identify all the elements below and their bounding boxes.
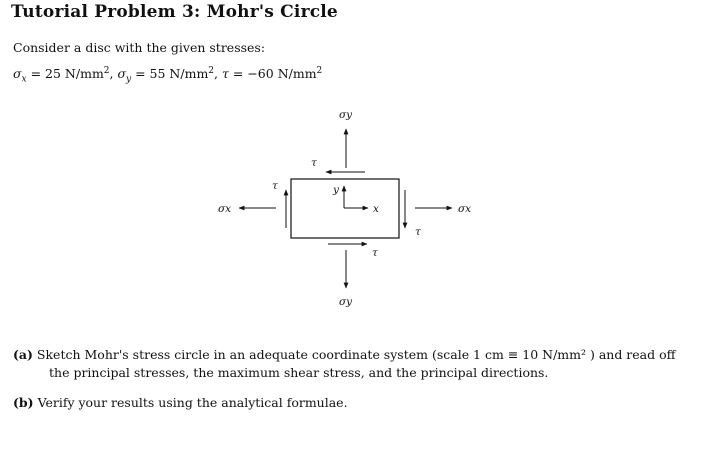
question-b-tag: (b) bbox=[13, 395, 34, 410]
intro-text: Consider a disc with the given stresses: bbox=[13, 40, 266, 55]
sigma-y-subscript: y bbox=[126, 74, 132, 85]
sigma-x-symbol: σ bbox=[13, 66, 22, 81]
given-stresses: $\sigma_x = 25$ $N/mm^2$, $\sigma_y = 55$ $N/mm^2$, τ = −60 $N/mm^2$ bbox=[13, 65, 323, 85]
sigma-x-left-label: σx bbox=[218, 203, 232, 215]
question-a bbox=[13, 346, 703, 382]
tau-left-label: τ bbox=[272, 180, 278, 192]
tau-top-label: τ bbox=[311, 157, 317, 169]
question-a-tag: (a) bbox=[13, 347, 33, 362]
sigma-y-symbol: σ bbox=[117, 66, 127, 81]
sigma-x-value: = 25 N/mm bbox=[30, 66, 104, 81]
page-title: Tutorial Problem 3: Mohr's Circle bbox=[11, 2, 338, 22]
sigma-y-bottom-label: σy bbox=[339, 296, 353, 308]
question-b-line1: Verify your results using the analytical formulae. bbox=[37, 395, 348, 410]
x-axis-label: x bbox=[373, 203, 379, 215]
tau-symbol: τ bbox=[221, 66, 229, 81]
sigma-y-exponent: 2 bbox=[208, 65, 215, 76]
question-a-line1: Sketch Mohr's stress circle in an adequate coordinate system (scale 1 cm ≡ 10 N/mm² ) and read off bbox=[36, 347, 676, 362]
y-axis-label: y bbox=[333, 184, 339, 196]
tau-exponent: 2 bbox=[316, 65, 323, 76]
question-b bbox=[13, 394, 703, 412]
sigma-y-top-label: σy bbox=[339, 109, 353, 121]
tau-right-label: τ bbox=[415, 226, 421, 238]
tau-value: = −60 N/mm bbox=[232, 66, 317, 81]
tau-bottom-label: τ bbox=[372, 247, 378, 259]
sigma-x-exponent: 2 bbox=[103, 65, 110, 76]
question-a-line2: the principal stresses, the maximum shear stress, and the principal directions. bbox=[49, 365, 549, 380]
sigma-y-value: = 55 N/mm bbox=[135, 66, 209, 81]
sigma-x-subscript: x bbox=[21, 74, 27, 85]
sigma-x-right-label: σx bbox=[458, 203, 472, 215]
